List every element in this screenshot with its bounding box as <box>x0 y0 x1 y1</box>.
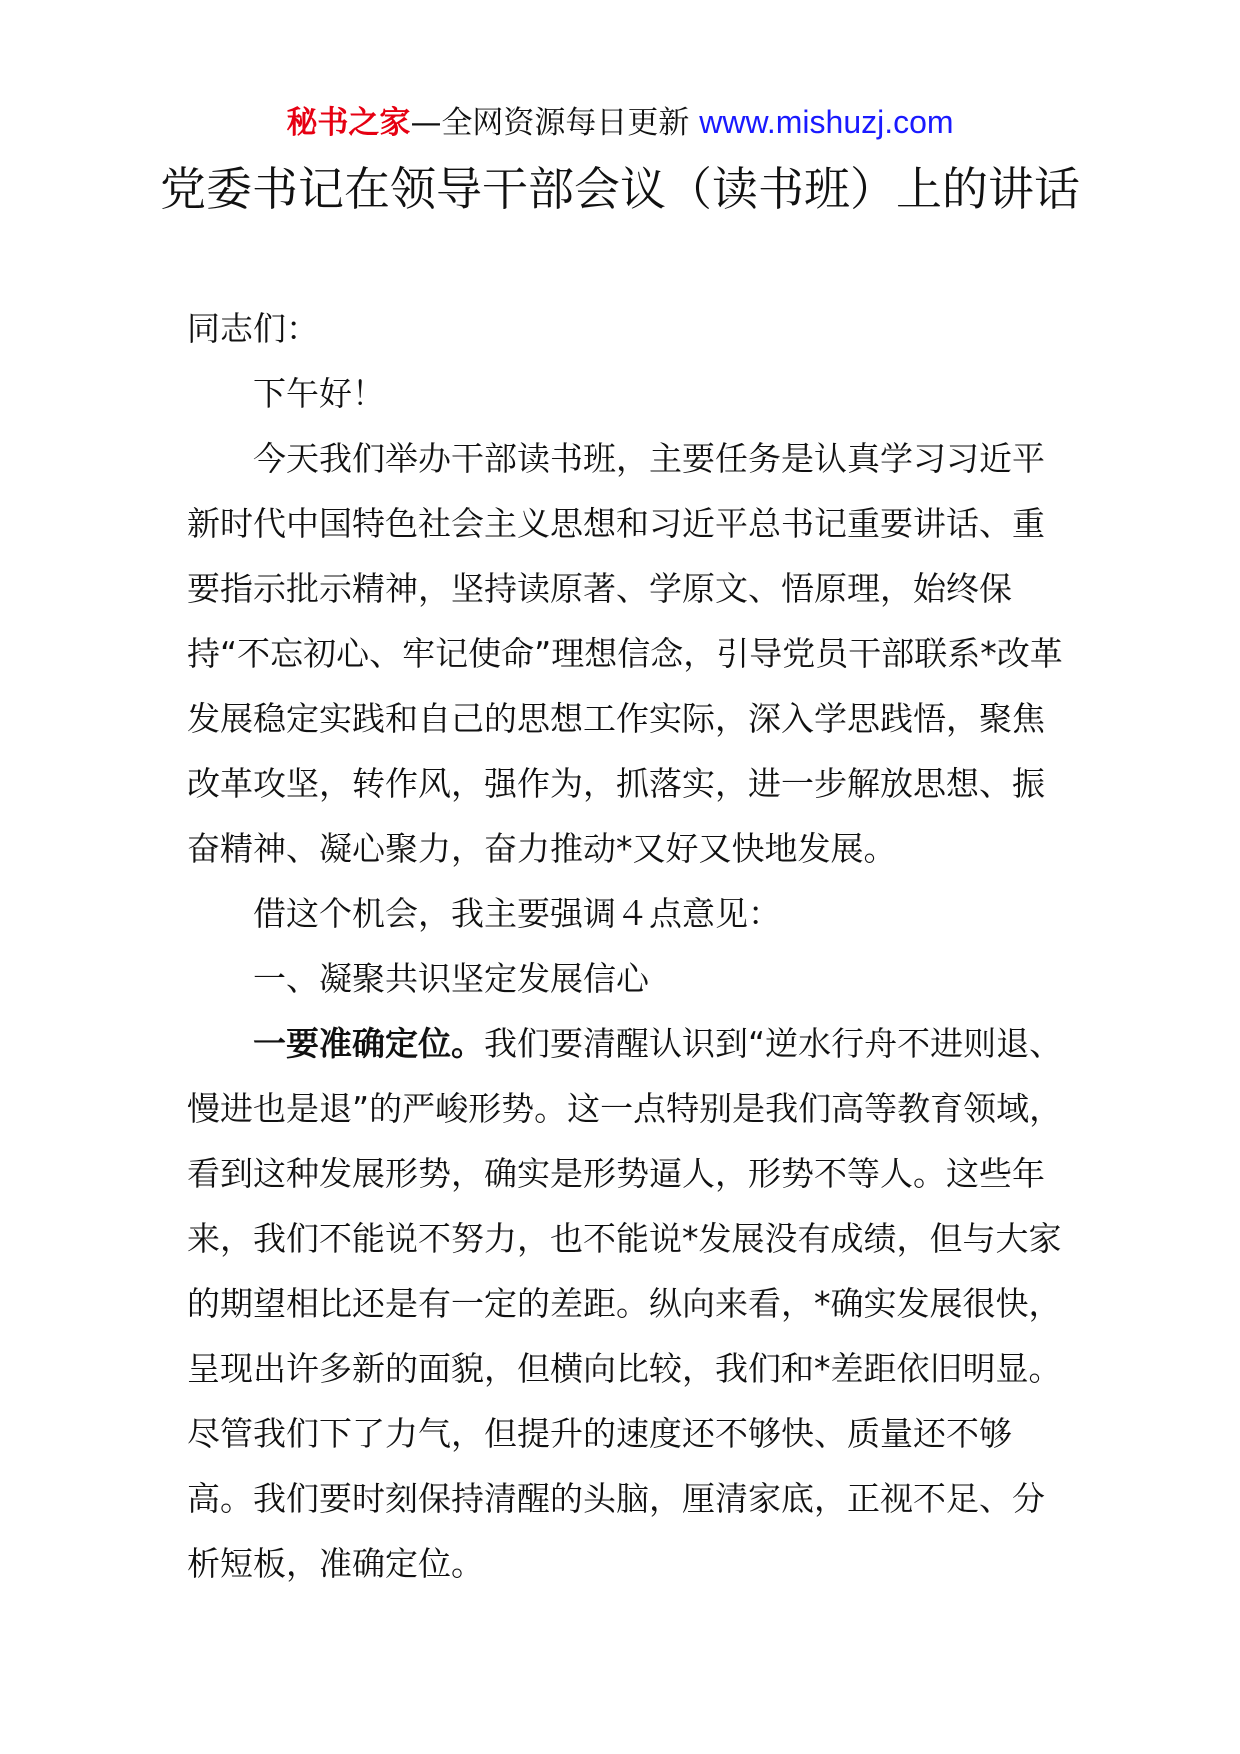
document-body <box>187 296 1067 1596</box>
paragraph-intro: 今天我们举办干部读书班，主要任务是认真学习习近平新时代中国特色社会主义思想和习近平总书记重要讲话、重要指示批示精神，坚持读原著、学原文、悟原理，始终保持“不忘初心、牢记使命”理想信念，引导党员干部联系*改革发展稳定实践和自己的思想工作实际，深入学思践悟，聚焦改革攻坚，转作风，强作为，抓落实，进一步解放思想、振奋精神、凝心聚力，奋力推动*又好又快地发展。 <box>187 439 1063 868</box>
site-header <box>0 100 1240 145</box>
header-tagline: —全网资源每日更新 <box>410 105 700 141</box>
document-title: 党委书记在领导干部会议（读书班）上的讲话 <box>160 162 1080 216</box>
greeting: 下午好！ <box>253 374 385 413</box>
paragraph-positioning <box>187 1011 1067 1596</box>
site-url-link[interactable]: www.mishuzj.com <box>699 104 954 140</box>
salutation: 同志们： <box>187 309 319 348</box>
paragraph-points: 借这个机会，我主要强调４点意见： <box>253 894 781 933</box>
section-heading-1: 一、凝聚共识坚定发展信心 <box>253 959 649 998</box>
paragraph-lead: 一要准确定位。 <box>253 1024 484 1063</box>
paragraph-body: 我们要清醒认识到“逆水行舟不进则退、慢进也是退”的严峻形势。这一点特别是我们高等教育领域，看到这种发展形势，确实是形势逼人，形势不等人。这些年来，我们不能说不努力，也不能说*发展没有成绩，但与大家的期望相比还是有一定的差距。纵向来看，*确实发展很快，呈现出许多新的面貌，但横向比较，我们和*差距依旧明显。尽管我们下了力气，但提升的速度还不够快、质量还不够高。我们要时刻保持清醒的头脑，厘清家底，正视不足、分析短板，准确定位。 <box>187 1024 1063 1583</box>
brand-name: 秘书之家 <box>286 105 411 141</box>
